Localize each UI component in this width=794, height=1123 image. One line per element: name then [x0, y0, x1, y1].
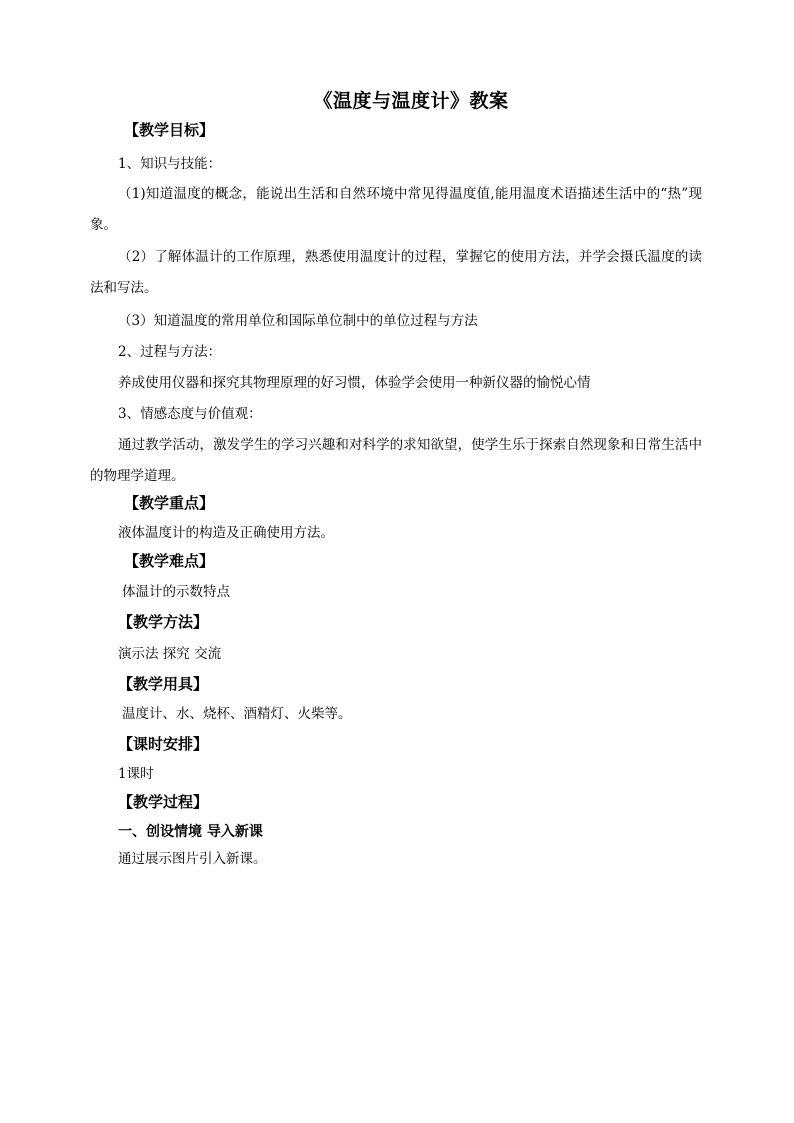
key-points-heading: 【教学重点】 [124, 494, 215, 512]
difficult-points-text: 体温计的示数特点 [122, 584, 230, 600]
emotion-values-label: 3、情感态度与价值观： [118, 406, 262, 422]
method-text: 演示法 探究 交流 [118, 646, 222, 662]
difficult-points-heading: 【教学难点】 [124, 552, 215, 570]
step-1-text: 通过展示图片引入新课。 [118, 851, 267, 867]
process-heading: 【教学过程】 [118, 793, 209, 811]
process-methods-label: 2、过程与方法： [118, 344, 222, 360]
document-title: 《温度与温度计》教案 [313, 90, 509, 112]
step-1-heading: 一、创设情境 导入新课 [118, 824, 263, 840]
goal-2-paragraph: （2）了解体温计的工作原理，熟悉使用温度计的过程，掌握它的使用方法，并学会摄氏温度的读法和写法。 [90, 249, 702, 296]
schedule-heading: 【课时安排】 [118, 735, 209, 753]
process-methods-text: 养成使用仪器和探究其物理原理的好习惯，体验学会使用一种新仪器的愉悦心情 [118, 375, 591, 391]
goal-3-line: （3）知道温度的常用单位和国际单位制中的单位过程与方法 [118, 313, 478, 329]
method-heading: 【教学方法】 [118, 613, 209, 631]
emotion-values-paragraph: 通过教学活动，激发学生的学习兴趣和对科学的求知欲望，使学生乐于探索自然现象和日常生活中的物理学道理。 [90, 437, 702, 484]
tools-heading: 【教学用具】 [118, 675, 209, 693]
schedule-text: 1课时 [118, 766, 154, 782]
tools-text: 温度计、水、烧杯、酒精灯、火柴等。 [122, 706, 352, 722]
goals-heading: 【教学目标】 [124, 121, 215, 139]
key-points-text: 液体温度计的构造及正确使用方法。 [118, 525, 334, 541]
knowledge-skills-label: 1、知识与技能： [118, 156, 222, 172]
goal-1-paragraph: （1)知道温度的概念，能说出生活和自然环境中常见得温度值,能用温度术语描述生活中的“热”现象。 [90, 186, 702, 233]
